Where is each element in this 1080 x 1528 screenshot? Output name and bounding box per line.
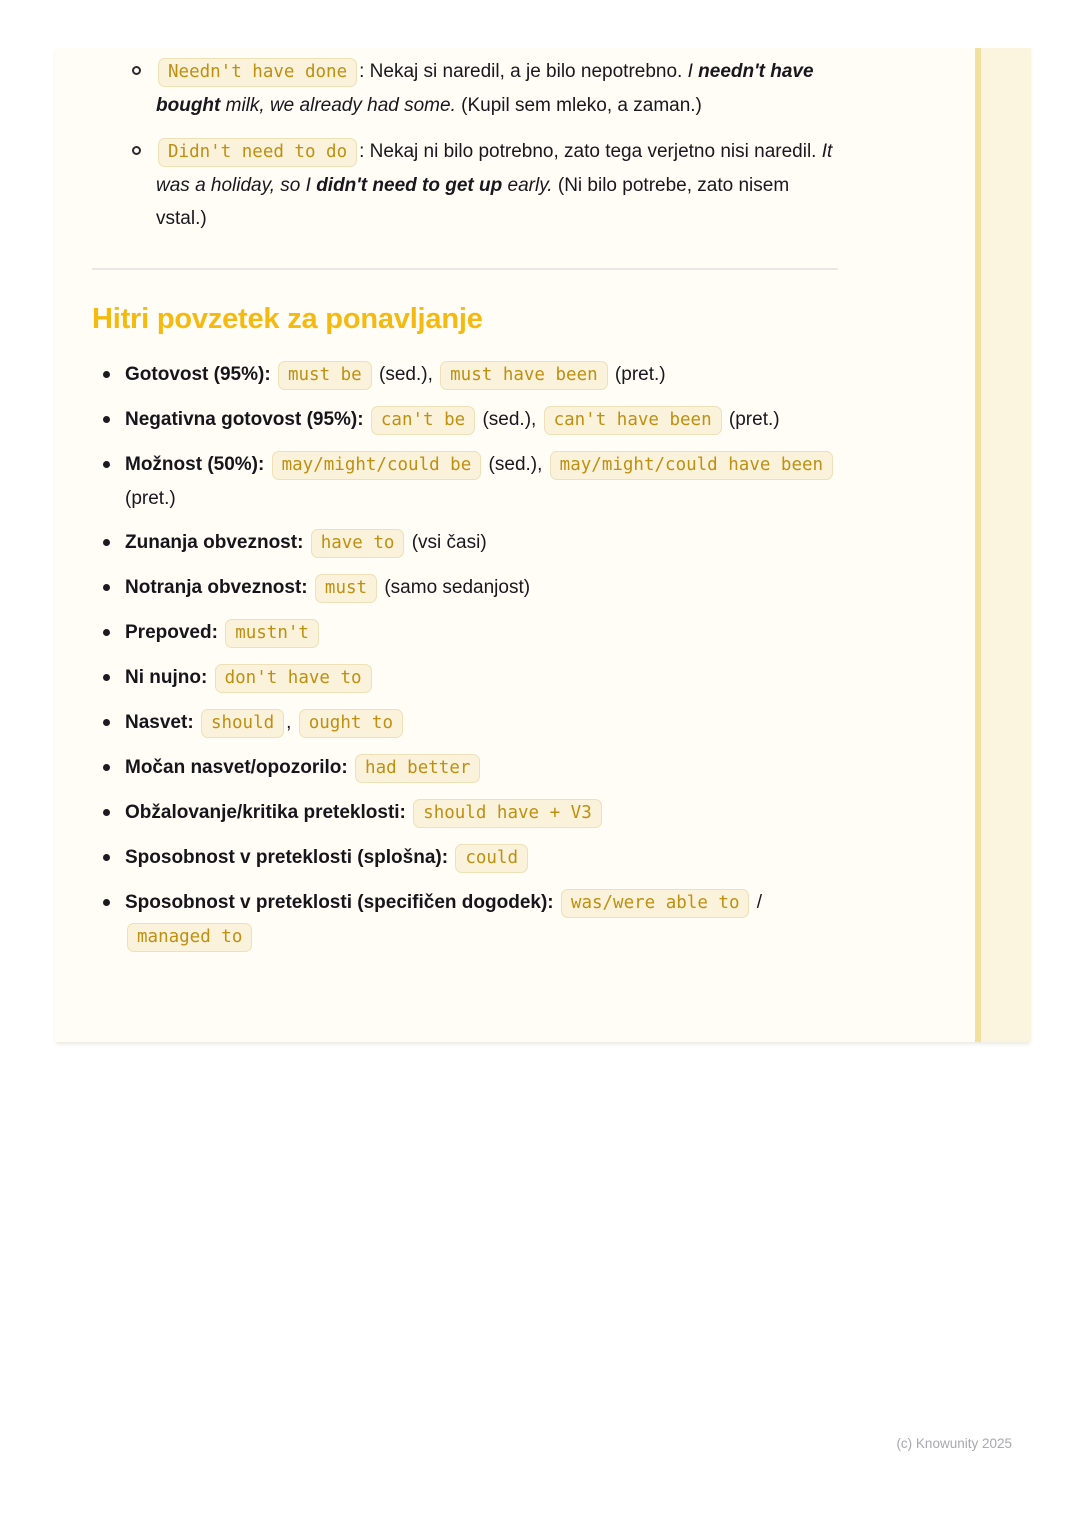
code-badge: can't be (371, 406, 475, 435)
summary-item (92, 886, 838, 954)
bullet-icon (103, 584, 110, 591)
note-item (92, 55, 838, 122)
note-item (92, 135, 838, 235)
item-label: Možnost (50%): (125, 454, 265, 475)
item-text: (pret.) (723, 409, 780, 430)
code-badge: ought to (299, 709, 403, 738)
item-label: Notranja obveznost: (125, 577, 308, 598)
summary-item (92, 571, 838, 605)
note-translation: (Kupil sem mleko, a zaman.) (455, 95, 702, 116)
code-badge: must have been (440, 361, 608, 390)
note-text: : Nekaj ni bilo potrebno, zato tega verjetno nisi naredil. (359, 141, 822, 162)
code-badge: may/might/could be (272, 451, 482, 480)
bullet-icon (103, 764, 110, 771)
summary-item (92, 448, 838, 515)
item-text: (samo sedanjost) (379, 577, 531, 598)
code-badge: should (201, 709, 284, 738)
note-example-italic: milk, we already had some. (220, 95, 456, 116)
code-badge: had better (355, 754, 480, 783)
code-badge: must be (278, 361, 372, 390)
summary-list (92, 358, 838, 954)
bullet-icon (103, 809, 110, 816)
summary-item (92, 358, 838, 392)
bullet-icon (103, 629, 110, 636)
bullet-icon (103, 416, 110, 423)
item-label: Negativna gotovost (95%): (125, 409, 364, 430)
summary-item (92, 796, 838, 830)
code-badge: must (315, 574, 377, 603)
bullet-icon (103, 719, 110, 726)
code-badge: have to (311, 529, 405, 558)
code-badge: may/might/could have been (550, 451, 833, 480)
document-content (92, 48, 838, 965)
code-badge: can't have been (544, 406, 722, 435)
item-label: Nasvet: (125, 712, 194, 733)
summary-item (92, 841, 838, 875)
code-badge: managed to (127, 923, 252, 952)
code-badge: should have + V3 (413, 799, 602, 828)
item-text: , (286, 712, 297, 733)
bullet-icon (103, 371, 110, 378)
note-example-italic: It was a holiday, so I (156, 141, 833, 196)
bullet-icon (103, 539, 110, 546)
code-badge: don't have to (215, 664, 372, 693)
item-text: / (751, 892, 763, 913)
summary-item (92, 661, 838, 695)
item-text: (vsi časi) (406, 532, 487, 553)
item-text: (sed.), (477, 409, 542, 430)
item-label: Obžalovanje/kritika preteklosti: (125, 802, 406, 823)
summary-item (92, 751, 838, 785)
code-badge: Needn't have done (158, 58, 357, 87)
summary-item (92, 706, 838, 740)
item-label: Prepoved: (125, 622, 218, 643)
bullet-icon (103, 899, 110, 906)
bullet-icon (103, 674, 110, 681)
note-example-italic: I (687, 61, 699, 82)
copyright-watermark: (c) Knowunity 2025 (896, 1436, 1012, 1451)
code-badge: mustn't (225, 619, 319, 648)
note-example-bold: needn't have bought (156, 61, 814, 116)
item-label: Zunanja obveznost: (125, 532, 304, 553)
item-label: Gotovost (95%): (125, 364, 271, 385)
section-divider (92, 268, 838, 270)
note-example-italic: early. (502, 175, 553, 196)
note-translation: (Ni bilo potrebe, zato nisem vstal.) (156, 175, 790, 229)
item-label: Močan nasvet/opozorilo: (125, 757, 348, 778)
item-label: Ni nujno: (125, 667, 208, 688)
code-badge: Didn't need to do (158, 138, 357, 167)
item-text: (sed.), (483, 454, 548, 475)
item-text: (sed.), (373, 364, 439, 385)
page-edge-stripe (981, 48, 1031, 1042)
item-label: Sposobnost v preteklosti (specifičen dogodek): (125, 892, 554, 913)
item-label: Sposobnost v preteklosti (splošna): (125, 847, 449, 868)
note-text: : Nekaj si naredil, a je bilo nepotrebno. (359, 61, 688, 82)
code-badge: was/were able to (561, 889, 750, 918)
item-text: (pret.) (125, 488, 176, 509)
note-example-bold: didn't need to get up (316, 175, 503, 196)
summary-item (92, 616, 838, 650)
section-heading: Hitri povzetek za ponavljanje (92, 303, 483, 335)
summary-item (92, 526, 838, 560)
code-badge: could (455, 844, 528, 873)
document-sheet (55, 48, 1031, 1042)
bullet-icon (103, 461, 110, 468)
summary-item (92, 403, 838, 437)
notes-list (92, 48, 838, 235)
bullet-icon (103, 854, 110, 861)
item-text: (pret.) (609, 364, 666, 385)
circle-bullet-icon (132, 146, 141, 155)
circle-bullet-icon (132, 66, 141, 75)
